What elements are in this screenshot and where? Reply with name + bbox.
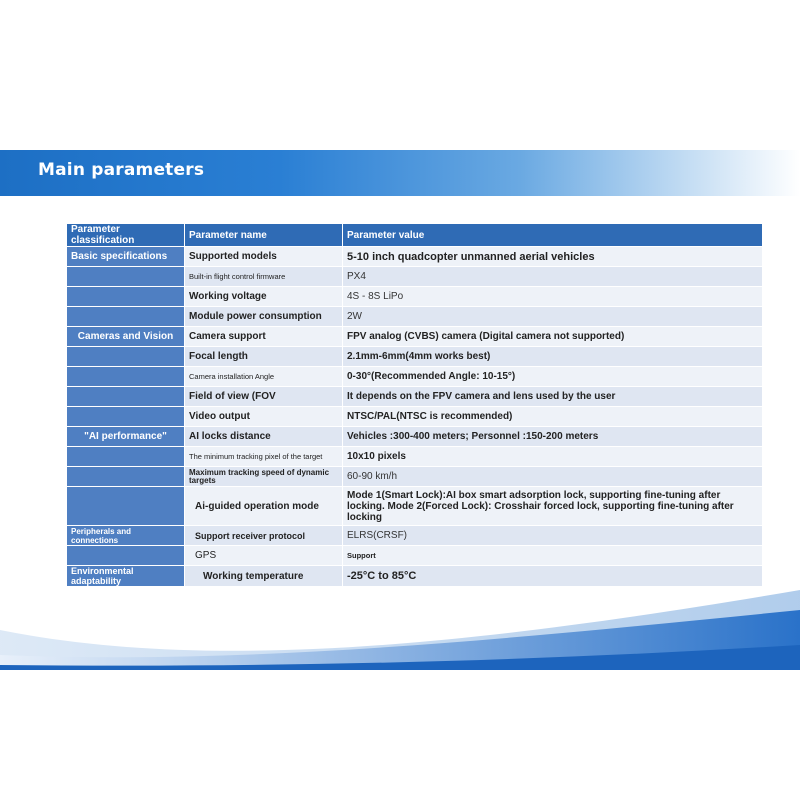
param-value: 4S - 8S LiPo xyxy=(343,287,763,307)
table-header-row xyxy=(67,224,763,247)
param-name: The minimum tracking pixel of the target xyxy=(185,447,343,467)
table-row xyxy=(67,267,763,287)
param-name: AI locks distance xyxy=(185,427,343,447)
table-row xyxy=(67,407,763,427)
param-name: Working voltage xyxy=(185,287,343,307)
parameters-table xyxy=(66,223,763,587)
category-cell xyxy=(67,367,185,387)
param-value: It depends on the FPV camera and lens used by the user xyxy=(343,387,763,407)
slide-title: Main parameters xyxy=(38,160,205,180)
table-row xyxy=(67,427,763,447)
table-row xyxy=(67,307,763,327)
category-cell xyxy=(67,307,185,327)
category-cell: "AI performance" xyxy=(67,427,185,447)
param-value: NTSC/PAL(NTSC is recommended) xyxy=(343,407,763,427)
param-name: Built-in flight control firmware xyxy=(185,267,343,287)
category-cell: Cameras and Vision xyxy=(67,327,185,347)
param-value: -25°C to 85°C xyxy=(343,566,763,587)
category-cell xyxy=(67,487,185,526)
param-value: ELRS(CRSF) xyxy=(343,526,763,546)
category-cell xyxy=(67,467,185,487)
category-cell xyxy=(67,267,185,287)
table-row xyxy=(67,546,763,566)
param-value: 60-90 km/h xyxy=(343,467,763,487)
table-row xyxy=(67,247,763,267)
header-name: Parameter name xyxy=(185,224,343,247)
param-name: Field of view (FOV xyxy=(185,387,343,407)
param-value: 0-30°(Recommended Angle: 10-15°) xyxy=(343,367,763,387)
table-row xyxy=(67,327,763,347)
param-value: Mode 1(Smart Lock):AI box smart adsorption lock, supporting fine-tuning after locking. Mode 2(Forced Lock): Crosshair forced lock, supporting fine-tuning after locking xyxy=(343,487,763,526)
param-value: 5-10 inch quadcopter unmanned aerial vehicles xyxy=(343,247,763,267)
param-value: PX4 xyxy=(343,267,763,287)
table-row xyxy=(67,487,763,526)
category-cell: Basic specifications xyxy=(67,247,185,267)
param-name: Focal length xyxy=(185,347,343,367)
table-row xyxy=(67,526,763,546)
param-name: Ai-guided operation mode xyxy=(185,487,343,526)
param-value: Vehicles :300-400 meters; Personnel :150-200 meters xyxy=(343,427,763,447)
table-row xyxy=(67,287,763,307)
category-cell: Environmental adaptability xyxy=(67,566,185,587)
header-classification: Parameter classification xyxy=(67,224,185,247)
table-row xyxy=(67,347,763,367)
category-cell xyxy=(67,387,185,407)
category-cell xyxy=(67,287,185,307)
param-value: 10x10 pixels xyxy=(343,447,763,467)
param-name: Module power consumption xyxy=(185,307,343,327)
category-cell xyxy=(67,347,185,367)
param-name: Supported models xyxy=(185,247,343,267)
table-row xyxy=(67,387,763,407)
category-cell xyxy=(67,546,185,566)
param-name: GPS xyxy=(185,546,343,566)
table-row xyxy=(67,447,763,467)
param-value: Support xyxy=(343,546,763,566)
slide xyxy=(0,150,800,670)
param-value: FPV analog (CVBS) camera (Digital camera not supported) xyxy=(343,327,763,347)
param-value: 2W xyxy=(343,307,763,327)
param-value: 2.1mm-6mm(4mm works best) xyxy=(343,347,763,367)
category-cell: Peripherals and connections xyxy=(67,526,185,546)
param-name: Camera installation Angle xyxy=(185,367,343,387)
header-value: Parameter value xyxy=(343,224,763,247)
table-row xyxy=(67,367,763,387)
table-row xyxy=(67,467,763,487)
param-name: Video output xyxy=(185,407,343,427)
category-cell xyxy=(67,447,185,467)
param-name: Maximum tracking speed of dynamic targets xyxy=(185,467,343,487)
param-name: Camera support xyxy=(185,327,343,347)
param-name: Working temperature xyxy=(185,566,343,587)
category-cell xyxy=(67,407,185,427)
param-name: Support receiver protocol xyxy=(185,526,343,546)
title-band xyxy=(0,150,800,196)
decorative-wave xyxy=(0,570,800,670)
